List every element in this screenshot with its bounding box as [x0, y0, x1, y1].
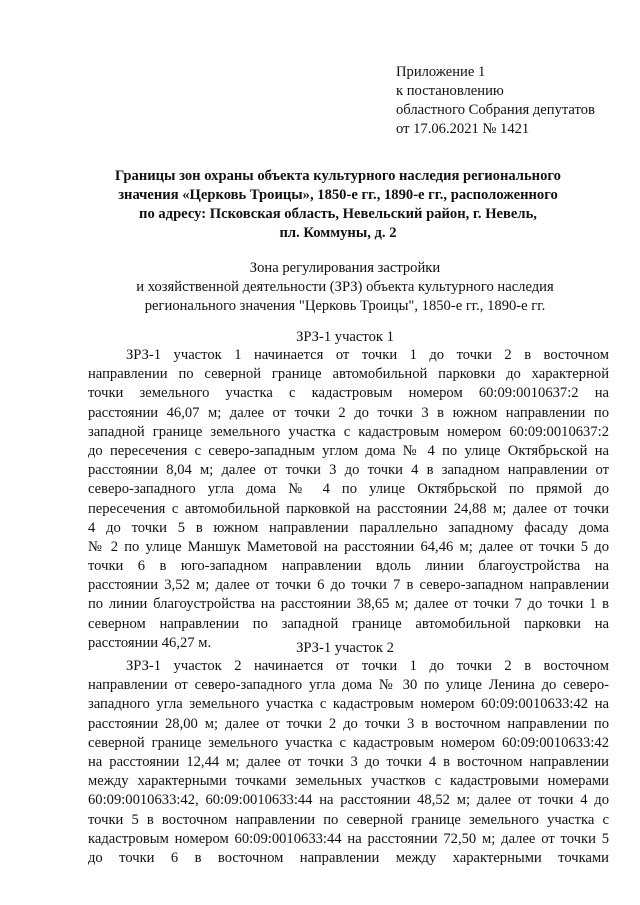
paragraph-line: расстоянии 3,52 м; далее от точки 6 до точки 7 в северо-западном направлении	[88, 577, 609, 594]
paragraph-line: 4 до точки 5 в южном направлении параллельно западному фасаду дома	[88, 519, 609, 536]
zone-title-line: Зона регулирования застройки	[249, 260, 441, 276]
paragraph-line: расстоянии 46,07 м; далее от точки 2 до точки 3 в южном направлении по	[88, 404, 609, 421]
title-line: по адресу: Псковская область, Невельский район, г. Невель,	[139, 206, 537, 222]
paragraph-line: пересечения с автомобильной парковкой на расстоянии 24,88 м; далее от точки	[88, 500, 609, 517]
paragraph-line: ЗРЗ-1 участок 2 начинается от точки 1 до точки 2 в восточном	[126, 658, 609, 674]
paragraph-line: точки земельного участка с кадастровым номером 60:09:0010637:2 на	[88, 385, 609, 402]
zone-title-line: и хозяйственной деятельности (ЗРЗ) объекта культурного наследия	[136, 279, 554, 295]
paragraph-line: до пересечения с северо-западным углом дома № 4 по улице Октябрьской на	[88, 442, 609, 459]
paragraph-line: ЗРЗ-1 участок 1 начинается от точки 1 до точки 2 в восточном	[126, 347, 609, 363]
paragraph-line: западного угла земельного участка с кадастровым номером 60:09:0010633:42 на	[88, 696, 609, 713]
appendix-line: от 17.06.2021 № 1421	[396, 121, 530, 137]
paragraph-line: до точки 6 в восточном направлении между характерными точками	[88, 849, 609, 866]
paragraph-line: северном направлении по западной границе автомобильной парковки на	[88, 615, 609, 632]
appendix-line: областного Собрания депутатов	[396, 102, 595, 118]
zone-title-line: регионального значения "Церковь Троицы", 1850-е гг., 1890-е гг.	[144, 298, 546, 314]
paragraph-line: по линии благоустройства на расстоянии 38,65 м; далее от точки 7 до точки 1 в	[88, 596, 609, 613]
appendix-line: Приложение 1	[396, 64, 486, 80]
section-2-heading: ЗРЗ-1 участок 2	[296, 640, 394, 656]
section-1-heading: ЗРЗ-1 участок 1	[296, 329, 394, 345]
paragraph-line: расстоянии 46,27 м.	[88, 634, 212, 651]
paragraph-line: точки 5 в восточном направлении по северной границе земельного участка с	[88, 811, 609, 828]
title-line: Границы зон охраны объекта культурного наследия регионального	[115, 168, 561, 184]
paragraph-line: между характерными точками земельных участков с кадастровыми номерами	[88, 773, 609, 790]
document-title	[88, 167, 588, 243]
paragraph-line: направлении по северной границе автомобильной парковки до характерной	[88, 366, 609, 383]
title-line: пл. Коммуны, д. 2	[279, 225, 397, 241]
paragraph-line: расстоянии 8,04 м; далее от точки 3 до точки 4 в западном направлении от	[88, 462, 609, 479]
paragraph-line: точки 6 в юго-западном направлении вдоль линии благоустройства на	[88, 558, 609, 575]
title-line: значения «Церковь Троицы», 1850-е гг., 1890-е гг., расположенного	[118, 187, 558, 203]
paragraph-line: 60:09:0010633:42, 60:09:0010633:44 на расстоянии 48,52 м; далее от точки 4 до	[88, 792, 609, 809]
paragraph-line: направлении от северо-западного угла дома № 30 по улице Ленина до северо-	[88, 677, 609, 694]
zone-title	[95, 259, 595, 316]
section-1-paragraph	[88, 346, 609, 653]
paragraph-line: № 2 по улице Маншук Маметовой на расстоянии 64,46 м; далее от точки 5 до	[88, 538, 609, 555]
paragraph-line: северной границе земельного участка с кадастровым номером 60:09:0010633:42	[88, 734, 609, 751]
paragraph-line: кадастровым номером 60:09:0010633:44 на расстоянии 72,50 м; далее от точки 5	[88, 830, 609, 847]
appendix-block	[396, 63, 636, 139]
section-2-paragraph	[88, 657, 609, 868]
paragraph-line: на расстоянии 12,44 м; далее от точки 3 до точки 4 в восточном направлении	[88, 753, 609, 770]
paragraph-line: расстоянии 28,00 м; далее от точки 2 до точки 3 в восточном направлении по	[88, 715, 609, 732]
paragraph-line: северо-западного угла дома № 4 по улице Октябрьской по прямой до	[88, 481, 609, 498]
appendix-line: к постановлению	[396, 83, 504, 99]
paragraph-line: западной границе земельного участка с кадастровым номером 60:09:0010637:2	[88, 423, 609, 440]
